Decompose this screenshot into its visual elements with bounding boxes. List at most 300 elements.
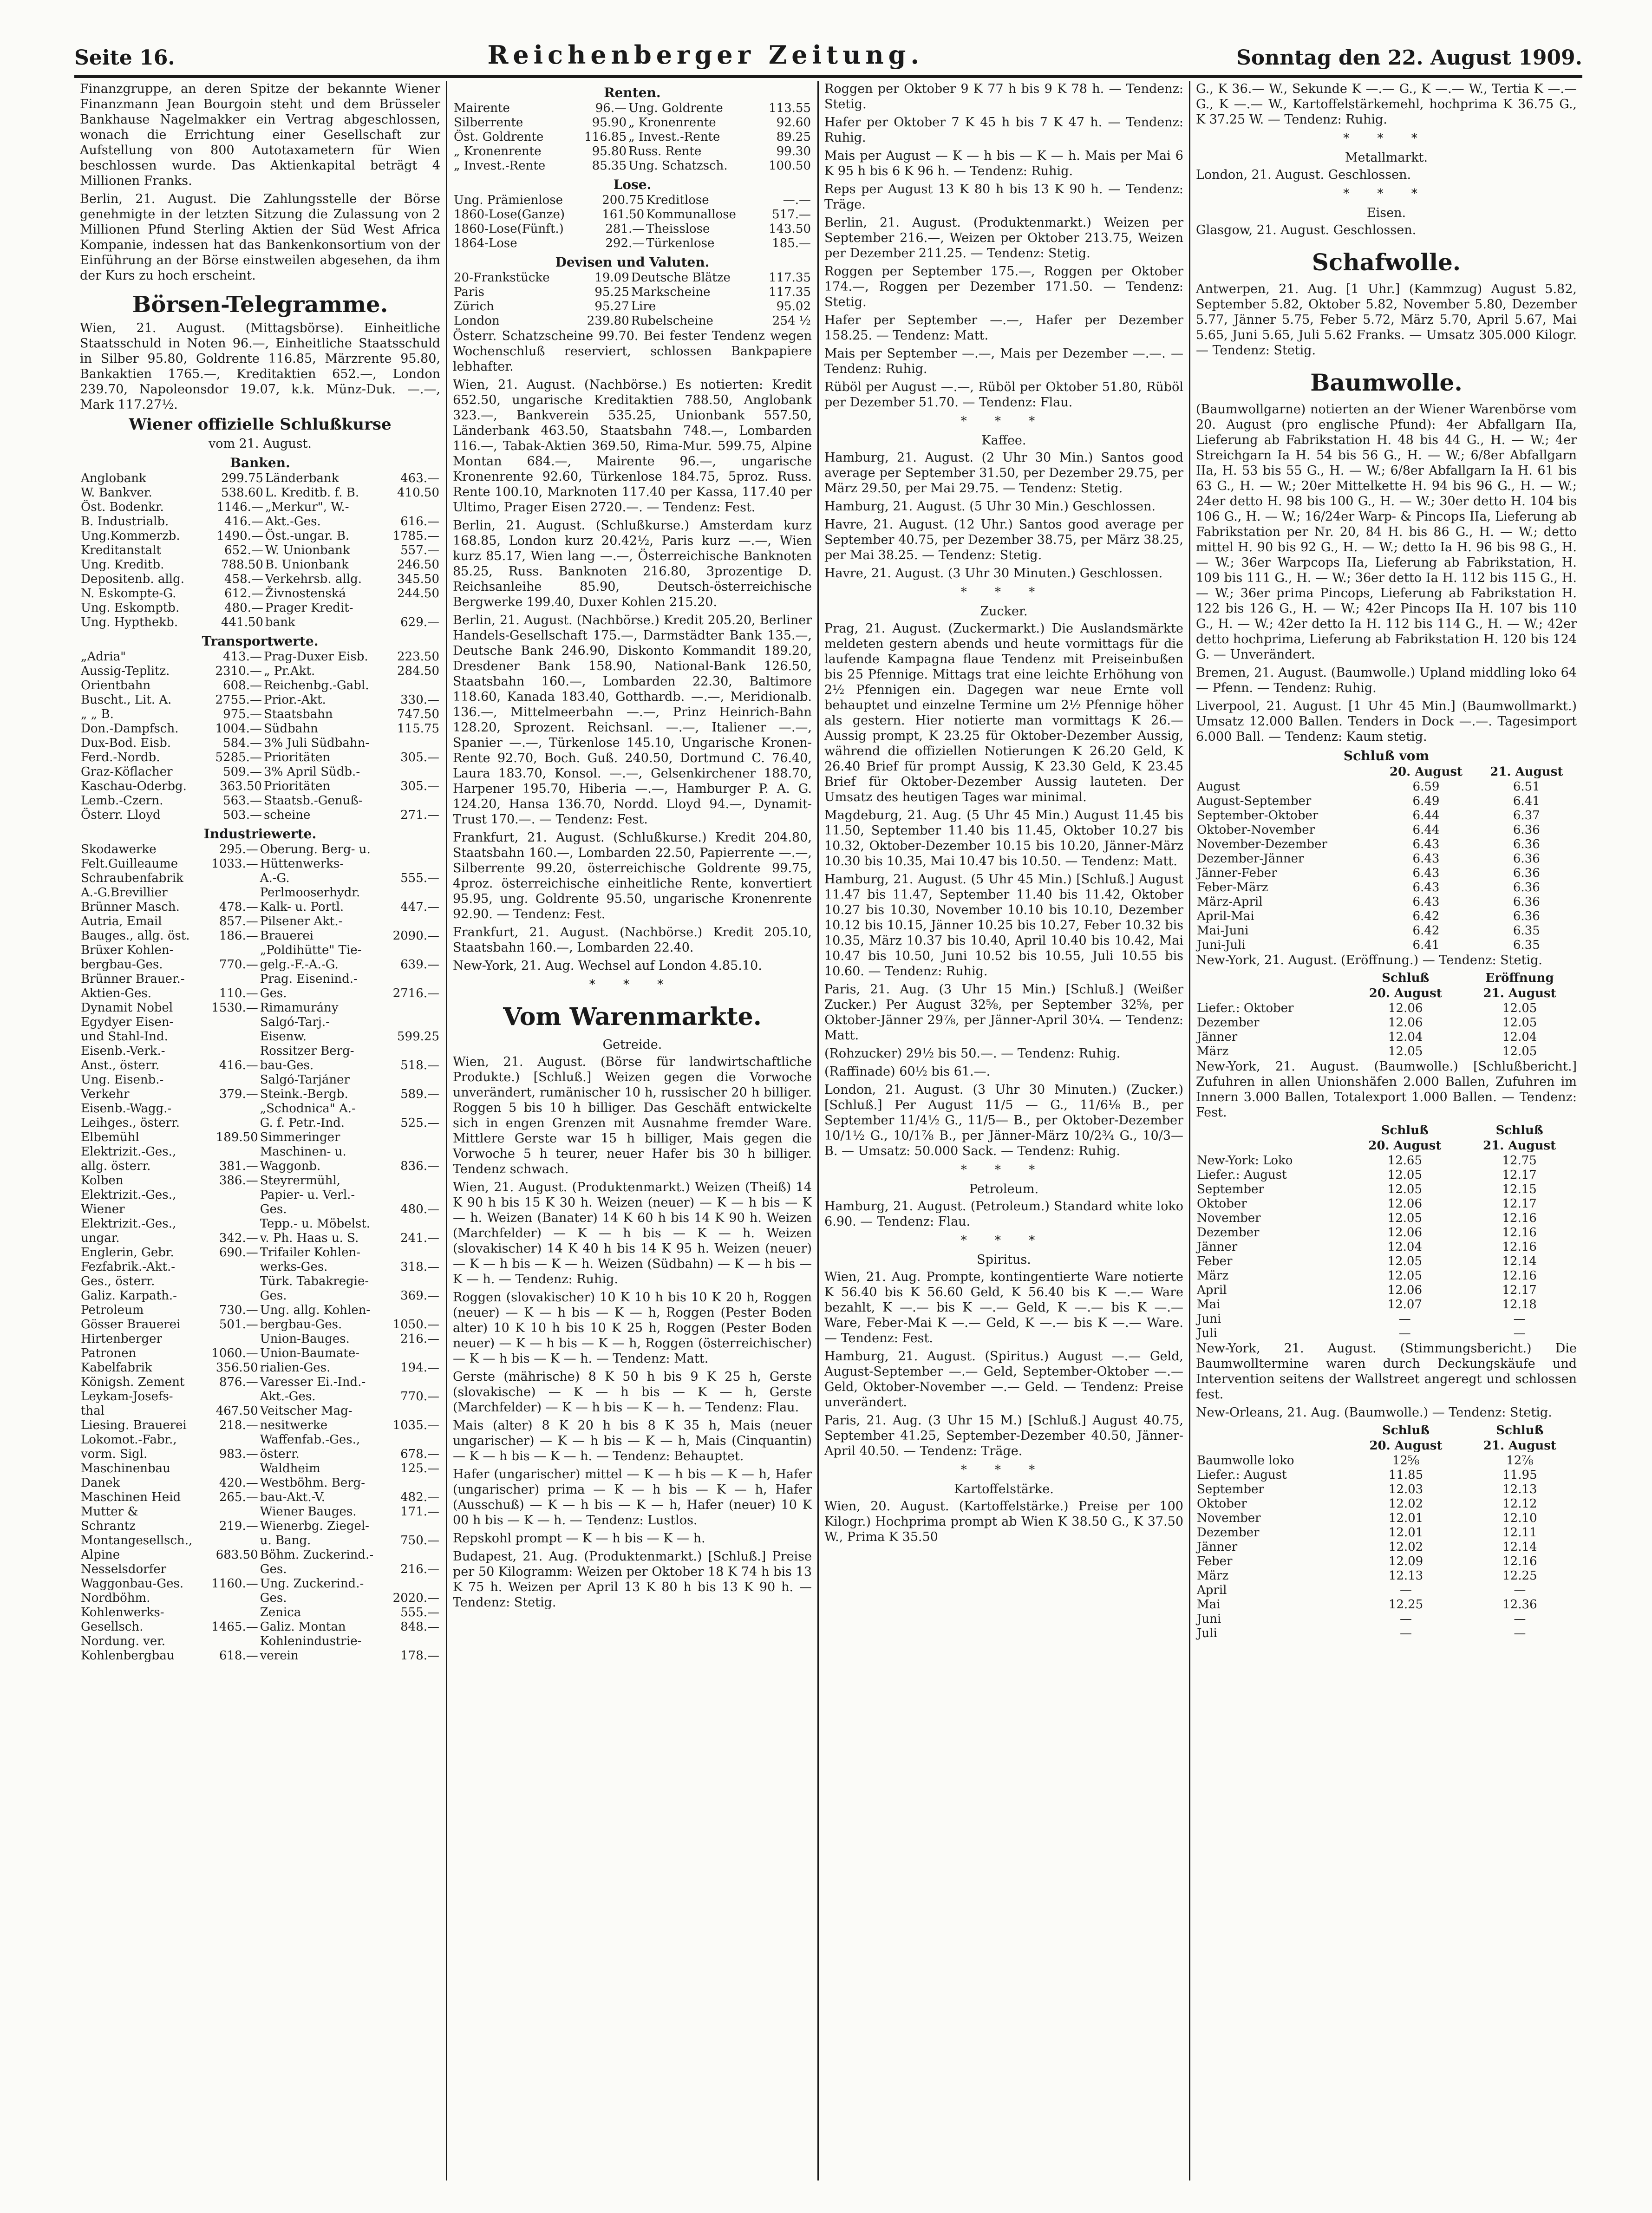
security-price: 265.— bbox=[219, 1490, 258, 1504]
security-name: Elektrizit.-Ges., bbox=[81, 1217, 176, 1231]
article-paragraph: (Rohzucker) 29½ bis 50.—. — Tendenz: Ruhig. bbox=[824, 1046, 1121, 1061]
quote-value: 12.12 bbox=[1502, 1497, 1537, 1511]
section-subheading: Kartoffelstärke. bbox=[954, 1482, 1054, 1496]
security-price bbox=[205, 1534, 259, 1548]
security-price: 218.— bbox=[219, 1418, 258, 1432]
quote-value: 12⅝ bbox=[1392, 1454, 1420, 1468]
quote-value: 12.25 bbox=[1502, 1569, 1537, 1583]
security-name: Kreditlose bbox=[646, 193, 709, 207]
delivery-month: Dezember-Jänner bbox=[1197, 852, 1304, 866]
security-name: Ung. Zuckerind.- bbox=[260, 1577, 364, 1591]
security-name: Ges. bbox=[260, 1202, 287, 1216]
security-name: vorm. Sigl. bbox=[81, 1447, 148, 1461]
security-price bbox=[386, 1001, 440, 1015]
security-name: N. Eskompte-G. bbox=[81, 587, 176, 601]
table-row bbox=[453, 222, 812, 236]
security-price: 683.50 bbox=[215, 1548, 258, 1562]
security-name: Öst. Bodenkr. bbox=[81, 500, 164, 514]
article-paragraph: Paris, 21. Aug. (3 Uhr 15 Min.) [Schluß.] (Weißer Zucker.) Per August 32⅝, per September 32⅝, per Oktober-Jänner 29⅞, per Jänner-April 30¼. — Tendenz: Matt. bbox=[824, 982, 1183, 1043]
security-price: 342.— bbox=[219, 1231, 258, 1245]
security-name: Kalk- u. Portl. bbox=[260, 900, 344, 914]
article-paragraph: G., K 36.— W., Sekunde K —.— G., K —.— W., Tertia K —.— G., K —.— W., Kartoffelstärkemehl, hochprima K 36.75 G., K 37.25 W. — Tendenz: Ruhig. bbox=[1196, 82, 1577, 127]
table-row bbox=[453, 159, 812, 173]
column-1 bbox=[74, 81, 446, 2180]
security-price: 503.— bbox=[223, 808, 262, 822]
security-name: Orientbahn bbox=[81, 679, 151, 692]
table-row bbox=[453, 130, 812, 144]
column-header bbox=[1196, 971, 1348, 986]
table-row bbox=[80, 1332, 440, 1346]
security-name: Prioritäten bbox=[263, 751, 331, 764]
table-row bbox=[80, 1433, 440, 1447]
column-header: Schluß bbox=[1495, 1123, 1543, 1137]
article-paragraph: Mais per September —.—, Mais per Dezember —.—. — Tendenz: Ruhig. bbox=[824, 346, 1183, 376]
table-row bbox=[80, 1462, 440, 1476]
security-name: Kaschau-Oderbg. bbox=[81, 779, 187, 793]
security-name: Petroleum bbox=[81, 1303, 144, 1317]
article-paragraph: Berlin, 21. August. Die Zahlungsstelle der Börse genehmigte in der letzten Sitzung die Zulassung von 2 Millionen Pfund Sterling Aktien der Süd West Africa Kompanie, indessen hat das Bankenkonsortium von der Einführung an der Börse einstweilen abgesehen, da ihm der Kurs zu hoch erscheint. bbox=[80, 192, 440, 283]
security-price: 95.27 bbox=[594, 300, 629, 313]
security-name: Aktien-Ges. bbox=[81, 986, 151, 1000]
security-name: ungar. bbox=[81, 1231, 120, 1245]
article-paragraph: Roggen per Oktober 9 K 77 h bis 9 K 78 h. — Tendenz: Stetig. bbox=[824, 82, 1183, 111]
security-name: Dux-Bod. Eisb. bbox=[81, 736, 171, 750]
security-price: 92.60 bbox=[776, 116, 811, 130]
table-row bbox=[80, 1217, 440, 1231]
table-row bbox=[80, 1591, 440, 1606]
table-row bbox=[1196, 1497, 1577, 1511]
table-row bbox=[453, 101, 812, 116]
security-price: 219.— bbox=[219, 1519, 258, 1533]
security-name: Waggonb. bbox=[260, 1159, 321, 1173]
article-paragraph: Paris, 21. Aug. (3 Uhr 15 M.) [Schluß.] August 40.75, September 41.25, September-Dezember 40.50, Jänner-April 40.50. — Tendenz: Träge. bbox=[824, 1413, 1183, 1458]
quote-value: 12.75 bbox=[1502, 1154, 1537, 1168]
table-row bbox=[80, 1145, 440, 1159]
quote-value: 12.01 bbox=[1388, 1511, 1423, 1525]
quote-value: 6.42 bbox=[1412, 924, 1440, 938]
article-paragraph: Berlin, 21. August. (Produktenmarkt.) Weizen per September 216.—, Weizen per Oktober 213.75, Weizen per Dezember 211.25. — Tendenz: Stetig. bbox=[824, 215, 1183, 261]
security-price bbox=[386, 1404, 440, 1418]
security-price bbox=[205, 1591, 259, 1606]
security-name: Silberrente bbox=[454, 116, 523, 130]
security-price: 848.— bbox=[400, 1620, 439, 1634]
quote-value: 12.17 bbox=[1502, 1197, 1537, 1211]
security-name: bergbau-Ges. bbox=[81, 958, 163, 972]
delivery-month: Jänner-Feber bbox=[1197, 866, 1277, 880]
security-name: „ Kronenrente bbox=[454, 144, 542, 158]
security-name: Ung. Eisenb.- bbox=[81, 1073, 164, 1087]
table-header-row bbox=[1196, 971, 1577, 986]
security-price: 1160.— bbox=[211, 1577, 258, 1591]
column-header: 20. August bbox=[1369, 1439, 1443, 1453]
table-row bbox=[80, 1274, 440, 1289]
security-price: 1050.— bbox=[392, 1318, 439, 1332]
security-name: bergbau-Ges. bbox=[260, 1318, 342, 1332]
table-row bbox=[80, 943, 440, 958]
security-name: Gesellsch. bbox=[81, 1620, 144, 1634]
quote-value: — bbox=[1514, 1583, 1526, 1597]
security-name: Ges. bbox=[260, 1562, 287, 1576]
security-price: 509.— bbox=[223, 765, 262, 779]
security-price: 555.— bbox=[400, 871, 439, 885]
quote-value: 6.59 bbox=[1412, 780, 1440, 794]
security-name: Nesselsdorfer bbox=[81, 1562, 167, 1576]
quote-value: 6.36 bbox=[1513, 895, 1540, 909]
security-name: Türk. Tabakregie- bbox=[260, 1274, 369, 1288]
quote-value: 6.37 bbox=[1513, 809, 1540, 823]
security-name: gelg.-F.-A.-G. bbox=[260, 958, 339, 972]
security-name: Ung. Goldrente bbox=[628, 101, 723, 115]
article-paragraph: Mais (alter) 8 K 20 h bis 8 K 35 h, Mais (neuer ungarischer) — K — h bis — K — h, Mais (Cinquantin) — K — h bis — K — h. — Tendenz: Behauptet. bbox=[453, 1418, 812, 1463]
article-paragraph: Hamburg, 21. August. (Petroleum.) Standard white loko 6.90. — Tendenz: Flau. bbox=[824, 1199, 1183, 1229]
security-price bbox=[205, 1289, 259, 1303]
section-heading: Börsen-Telegramme. bbox=[132, 292, 388, 318]
security-price bbox=[205, 1433, 259, 1447]
table-row bbox=[80, 1030, 440, 1044]
article-paragraph: Roggen (slovakischer) 10 K 10 h bis 10 K 20 h, Roggen (neuer) — K — h bis — K — h, Roggen (Pester Boden alter) 10 K 10 h bis 10 K 25 h, Roggen (Pester Boden neuer) — K — h bis — K — h, Roggen (österreichischer) — K — h bis — K — h. — Tendenz: Matt. bbox=[453, 1290, 812, 1366]
security-name: Königsh. Zement bbox=[81, 1375, 185, 1389]
quote-value: 12.02 bbox=[1388, 1497, 1423, 1511]
security-price: 876.— bbox=[219, 1375, 258, 1389]
security-name: Öst.-ungar. B. bbox=[265, 529, 350, 543]
table-row bbox=[80, 1577, 440, 1591]
renten-table bbox=[453, 101, 812, 173]
column-header: 20. August bbox=[1369, 986, 1442, 1000]
table-row bbox=[80, 1188, 440, 1202]
security-name: „Merkur", W.- bbox=[265, 500, 349, 514]
security-price: 517.— bbox=[772, 208, 811, 222]
article-paragraph: New-York, 21. August. (Eröffnung.) — Tendenz: Stetig. bbox=[1196, 953, 1542, 967]
security-price: 379.— bbox=[219, 1087, 258, 1101]
table-row bbox=[80, 1231, 440, 1246]
column-header: Schluß bbox=[1382, 1423, 1430, 1437]
article-paragraph: Hafer per September —.—, Hafer per Dezember 158.25. — Tendenz: Matt. bbox=[824, 313, 1183, 343]
table-row bbox=[80, 1476, 440, 1490]
security-name: Brauerei bbox=[260, 929, 314, 943]
security-name: Lokomot.-Fabr., bbox=[81, 1433, 177, 1447]
table-row bbox=[80, 1519, 440, 1534]
security-price: 95.80 bbox=[592, 144, 627, 158]
delivery-month: September bbox=[1197, 1182, 1264, 1196]
delivery-month: Baumwolle loko bbox=[1197, 1454, 1294, 1468]
quote-value: 12.65 bbox=[1387, 1154, 1423, 1168]
quote-value: 12.14 bbox=[1502, 1254, 1537, 1268]
table-row bbox=[1196, 1526, 1577, 1540]
security-name: Ung. Schatzsch. bbox=[628, 159, 728, 173]
security-price: 420.— bbox=[219, 1476, 258, 1490]
article-paragraph: Frankfurt, 21. August. (Nachbörse.) Kredit 205.10, Staatsbahn 160.—, Lombarden 22.40. bbox=[453, 925, 812, 955]
table-row bbox=[80, 842, 440, 857]
quote-value: 12.16 bbox=[1502, 1226, 1537, 1240]
security-name: Akt.-Ges. bbox=[260, 1390, 316, 1404]
security-price bbox=[386, 1548, 440, 1562]
table-row bbox=[1196, 809, 1577, 823]
security-price bbox=[386, 1634, 440, 1649]
article-paragraph: Hamburg, 21. August. (5 Uhr 45 Min.) [Schluß.] August 11.47 bis 11.47, September 11.40 bis 11.42, Oktober 10.27 bis 10.30, November 10.10 bis 10.10, Dezember 10.12 bis 10.15, Jänner 10.25 bis 10.27, Feber 10.32 bis 10.35, März 10.37 bis 10.40, April 10.40 bis 10.42, Mai 10.47 bis 10.50, Juni 10.52 bis 10.55, Juli 10.55 bis 10.60. — Tendenz: Ruhig. bbox=[824, 872, 1183, 979]
security-price: 239.80 bbox=[587, 314, 629, 328]
table-row bbox=[80, 1649, 440, 1663]
table-row bbox=[1196, 881, 1577, 895]
security-name: verein bbox=[260, 1649, 299, 1663]
table-header-row bbox=[1196, 986, 1577, 1001]
newspaper-title: Reichenberger Zeitung. bbox=[487, 40, 924, 70]
security-price: 113.55 bbox=[769, 101, 811, 115]
security-price: 1465.— bbox=[211, 1620, 258, 1634]
table-row bbox=[1196, 1016, 1577, 1030]
quote-value: 12.03 bbox=[1388, 1482, 1423, 1496]
table-row bbox=[1196, 1468, 1577, 1482]
table-row bbox=[1196, 1154, 1577, 1168]
security-price: 1060.— bbox=[211, 1346, 258, 1360]
security-name: Theisslose bbox=[646, 222, 710, 236]
table-row bbox=[453, 193, 812, 208]
article-paragraph: Wien, 21. Aug. Prompte, kontingentierte Ware notierte K 56.40 bis K 56.60 Geld, K 56.40 bis K —.— Ware bezahlt, K —.— bis K —.— Geld, K —.— bis K —.— Ware, Feber-Mai K —.— Geld, K —.— bis K —.— Ware. — Tendenz: Fest. bbox=[824, 1270, 1183, 1345]
security-price: 975.— bbox=[223, 707, 262, 721]
quote-value: 6.36 bbox=[1513, 909, 1540, 923]
security-price: 538.60 bbox=[221, 486, 263, 500]
security-name: Ges. bbox=[260, 1289, 287, 1303]
security-price: 305.— bbox=[400, 751, 439, 764]
security-price: 299.75 bbox=[221, 471, 263, 485]
quote-value: 12.14 bbox=[1502, 1540, 1537, 1554]
table-row bbox=[80, 1634, 440, 1649]
delivery-month: Oktober bbox=[1197, 1197, 1247, 1211]
table-row bbox=[1196, 1583, 1577, 1598]
security-name: Wiener Bauges. bbox=[260, 1505, 357, 1519]
delivery-month: September bbox=[1197, 1482, 1264, 1496]
article-paragraph: New-York, 21. August. (Baumwolle.) [Schlußbericht.] Zufuhren in allen Unionshäfen 2.000 Ballen, Zufuhren im Innern 3.000 Ballen, Totalexport 1.000 Ballen. — Tendenz: Fest. bbox=[1196, 1059, 1577, 1120]
security-price bbox=[205, 1634, 259, 1649]
quote-value: 12.06 bbox=[1388, 1016, 1423, 1030]
quote-value: 6.36 bbox=[1513, 837, 1540, 851]
security-name: Maschinen Heid bbox=[81, 1490, 181, 1504]
table-row bbox=[80, 736, 440, 751]
quote-value: 6.43 bbox=[1412, 895, 1440, 909]
security-price bbox=[386, 1346, 440, 1361]
table-row bbox=[1196, 1001, 1577, 1016]
security-price: 1490.— bbox=[216, 529, 263, 543]
security-price bbox=[205, 1145, 259, 1159]
security-name: Anst., österr. bbox=[81, 1058, 160, 1072]
security-name: Danek bbox=[81, 1476, 120, 1490]
security-price: 19.09 bbox=[594, 271, 629, 285]
security-name: Tepp.- u. Möbelst. bbox=[260, 1217, 370, 1231]
security-price: 171.— bbox=[400, 1505, 439, 1519]
issue-date: Sonntag den 22. August 1909. bbox=[1236, 46, 1582, 70]
quote-value: 6.43 bbox=[1412, 852, 1440, 866]
security-name: Ferd.-Nordb. bbox=[81, 751, 160, 764]
security-price bbox=[386, 1519, 440, 1534]
security-name: österr. bbox=[260, 1447, 300, 1461]
security-name: Ung. Prämienlose bbox=[454, 193, 563, 207]
quote-value: 12.09 bbox=[1388, 1554, 1423, 1568]
security-price: 178.— bbox=[400, 1649, 439, 1663]
security-price: 557.— bbox=[400, 543, 439, 557]
security-price: 116.85 bbox=[584, 130, 627, 144]
column-4 bbox=[1189, 81, 1582, 2180]
column-header bbox=[1196, 1123, 1347, 1138]
telegram-paragraph: Wien, 21. August. (Mittagsbörse). Einheitliche Staatsschuld in Noten 96.—, Einheitliche Staatsschuld in Silber 95.80, Goldrente 116.85, Märzrente 95.80, Bankaktien 1765.—, Kreditaktien 652.—, London 239.70, Napoleonsdor 19.07, k.k. Münz-Duk. —.—, Mark 117.27½. bbox=[80, 321, 440, 412]
security-price bbox=[205, 1505, 259, 1519]
quote-value: 12.13 bbox=[1502, 1482, 1537, 1496]
table-row bbox=[453, 116, 812, 130]
quote-value: 12.17 bbox=[1502, 1283, 1537, 1297]
security-price: 467.50 bbox=[215, 1404, 258, 1418]
security-name: Zürich bbox=[454, 300, 494, 313]
table-row bbox=[80, 515, 440, 529]
table-row bbox=[80, 1260, 440, 1274]
security-name: Rimamurány bbox=[260, 1001, 339, 1015]
security-name: Südbahn bbox=[263, 722, 318, 736]
table-row bbox=[80, 765, 440, 779]
delivery-month: September-Oktober bbox=[1197, 809, 1319, 823]
liverpool-table bbox=[1196, 764, 1577, 953]
separator-stars: * * * bbox=[960, 1163, 1047, 1177]
security-price bbox=[389, 679, 440, 693]
security-name: „ Invest.-Rente bbox=[628, 130, 720, 144]
article-paragraph: New-Orleans, 21. Aug. (Baumwolle.) — Tendenz: Stetig. bbox=[1196, 1405, 1552, 1420]
security-price bbox=[205, 1217, 259, 1231]
security-name: Patronen bbox=[81, 1346, 137, 1360]
security-name: Prior.-Akt. bbox=[263, 693, 326, 707]
quote-value: 12⅞ bbox=[1506, 1454, 1534, 1468]
quote-value: 12.17 bbox=[1502, 1168, 1537, 1182]
security-price: 223.50 bbox=[397, 650, 439, 664]
security-name: W. Unionbank bbox=[265, 543, 350, 557]
newyork-opening-table bbox=[1196, 971, 1577, 1059]
security-price: 836.— bbox=[400, 1159, 439, 1173]
page-number: Seite 16. bbox=[74, 46, 175, 70]
security-name: Brünner Brauer.- bbox=[81, 972, 185, 986]
quote-value: 6.43 bbox=[1412, 866, 1440, 880]
security-name: Depositenb. allg. bbox=[81, 572, 184, 586]
section-heading: Vom Warenmarkte. bbox=[503, 1003, 762, 1031]
article-paragraph: Berlin, 21. August. (Schlußkurse.) Amsterdam kurz 168.85, London kurz 20.42½, Paris kurz —.—, Wien kurz 85.17, Wien lang —.—, Österreichische Banknoten 85.25, Russ. Banknoten 216.80, 3prozentige D. Reichsanleihe 85.90, Deutsch-österreichische Bergwerke 199.40, Duxer Kohlen 215.20. bbox=[453, 518, 812, 609]
security-price: 185.— bbox=[772, 236, 811, 250]
article-paragraph: Frankfurt, 21. August. (Schlußkurse.) Kredit 204.80, Staatsbahn 160.—, Lombarden 22.50, Papierrente —.—, Silberrente 99.20, österreichische Goldrente 99.75, 4proz. österreichische einheitliche Rente, konvertiert 95.95, ung. Goldrente 95.50, ungarische Kronenrente 92.90. — Tendenz: Fest. bbox=[453, 830, 812, 921]
security-name: Živnostenská bbox=[265, 587, 346, 601]
security-name: Verkehr bbox=[81, 1087, 130, 1101]
table-row bbox=[453, 236, 812, 251]
quote-value: 12.05 bbox=[1502, 1001, 1537, 1015]
table-row bbox=[80, 558, 440, 572]
security-price: 363.50 bbox=[219, 779, 262, 793]
security-price bbox=[389, 794, 440, 808]
security-price: 99.30 bbox=[776, 144, 811, 158]
delivery-month: Liefer.: August bbox=[1197, 1168, 1287, 1182]
newyork-close-table bbox=[1196, 1123, 1577, 1341]
security-price bbox=[386, 1476, 440, 1490]
delivery-month: April bbox=[1197, 1583, 1227, 1597]
security-price: 143.50 bbox=[769, 222, 811, 236]
delivery-month: Juni bbox=[1197, 1612, 1221, 1626]
security-name: werks-Ges. bbox=[260, 1260, 328, 1274]
table-row bbox=[1196, 1598, 1577, 1612]
delivery-month: Liefer.: Oktober bbox=[1197, 1001, 1294, 1015]
security-price: 110.— bbox=[219, 986, 258, 1000]
table-row bbox=[80, 1390, 440, 1404]
table-row bbox=[80, 1375, 440, 1390]
quote-value: — bbox=[1513, 1312, 1526, 1326]
security-price bbox=[386, 1073, 440, 1087]
security-name: Galiz. Karpath.- bbox=[81, 1289, 177, 1303]
separator-stars: * * * bbox=[960, 414, 1047, 428]
table-row bbox=[1196, 909, 1577, 924]
quote-value: 12.06 bbox=[1387, 1226, 1423, 1240]
quote-value: — bbox=[1514, 1612, 1526, 1626]
security-name: L. Kreditb. f. B. bbox=[265, 486, 359, 500]
banken-table bbox=[80, 471, 440, 630]
security-name: Egydyer Eisen- bbox=[81, 1015, 174, 1029]
delivery-month: New-York: Loko bbox=[1197, 1154, 1293, 1168]
delivery-month: Jänner bbox=[1197, 1030, 1238, 1044]
article-paragraph: Hafer per Oktober 7 K 45 h bis 7 K 47 h. — Tendenz: Ruhig. bbox=[824, 115, 1183, 145]
security-name: Don.-Dampfsch. bbox=[81, 722, 179, 736]
security-price: 612.— bbox=[224, 587, 263, 601]
security-name: Österr. Lloyd bbox=[81, 808, 161, 822]
table-row bbox=[80, 1001, 440, 1015]
security-price: 2716.— bbox=[392, 986, 439, 1000]
security-name: Eisenw. bbox=[260, 1030, 307, 1044]
table-row bbox=[80, 1404, 440, 1418]
table-row bbox=[80, 1447, 440, 1462]
security-price bbox=[205, 1202, 259, 1217]
security-name: nesitwerke bbox=[260, 1418, 328, 1432]
quote-value: 6.36 bbox=[1513, 852, 1540, 866]
quote-value: 12.02 bbox=[1388, 1540, 1423, 1554]
quote-value: 12.16 bbox=[1502, 1240, 1537, 1254]
section-subheading: Kaffee. bbox=[981, 433, 1026, 448]
article-paragraph: London, 21. August. (3 Uhr 30 Minuten.) (Zucker.) [Schluß.] Per August 11/5 — G., 11/6⅛ B., per September 11/4½ G., 11/5— B., per Oktober-Dezember 10/1½ G., 10/1⅞ B., per Jänner-März 10/2¾ G., 10/3— B. — Umsatz: 50.000 Sack. — Tendenz: Ruhig. bbox=[824, 1083, 1183, 1158]
security-price: 608.— bbox=[223, 679, 262, 692]
security-price: 244.50 bbox=[397, 587, 439, 601]
security-name: Brünner Masch. bbox=[81, 900, 180, 914]
security-price: 386.— bbox=[219, 1174, 258, 1188]
quote-value: 12.04 bbox=[1502, 1030, 1537, 1044]
security-price: —.— bbox=[783, 193, 811, 207]
table-row bbox=[1196, 924, 1577, 938]
security-name: Rossitzer Berg- bbox=[260, 1044, 354, 1058]
table-row bbox=[80, 664, 440, 679]
delivery-month: Liefer.: August bbox=[1197, 1468, 1287, 1482]
security-name: bank bbox=[265, 615, 295, 629]
security-name: Eisenb.-Verk.- bbox=[81, 1044, 165, 1058]
quote-value: 11.95 bbox=[1502, 1468, 1537, 1482]
security-price: 482.— bbox=[400, 1490, 439, 1504]
security-price: 618.— bbox=[219, 1649, 258, 1663]
delivery-month: März bbox=[1197, 1269, 1229, 1283]
article-paragraph: Wien, 21. August. (Börse für landwirtschaftliche Produkte.) [Schluß.] Weizen gegen die Vorwoche unverändert, rumänischer 10 h, russischer 20 h billiger. Roggen 5 bis 10 h billiger. Das Geschäft entwickelte sich in engen Grenzen mit Ausnahme fremder Ware. Mittlere Gerste war 15 h billiger, Mais gegen die Vorwoche 5 h teurer, neuer Hafer bis 30 h billiger. Tendenz schwach. bbox=[453, 1055, 812, 1176]
table-title: Banken. bbox=[230, 455, 290, 470]
security-name: Schrantz bbox=[81, 1519, 136, 1533]
security-name: Prag-Duxer Eisb. bbox=[263, 650, 368, 664]
article-paragraph: New-York, 21. Aug. Wechsel auf London 4.85.10. bbox=[453, 959, 762, 973]
security-price: 246.50 bbox=[397, 558, 439, 572]
security-name: Ung.Kommerzb. bbox=[81, 529, 180, 543]
quote-value: 12.05 bbox=[1387, 1269, 1423, 1283]
security-name: und Stahl-Ind. bbox=[81, 1030, 168, 1044]
quote-value: 12.05 bbox=[1387, 1182, 1423, 1196]
table-row bbox=[80, 1620, 440, 1634]
security-name: Mairente bbox=[454, 101, 510, 115]
delivery-month: April bbox=[1197, 1283, 1227, 1297]
security-price bbox=[205, 886, 259, 900]
security-price: 480.— bbox=[400, 1202, 439, 1216]
quote-value: 12.06 bbox=[1387, 1197, 1423, 1211]
column-2 bbox=[446, 81, 817, 2180]
quote-value: 12.16 bbox=[1502, 1554, 1537, 1568]
security-name: Simmeringer bbox=[260, 1130, 340, 1144]
